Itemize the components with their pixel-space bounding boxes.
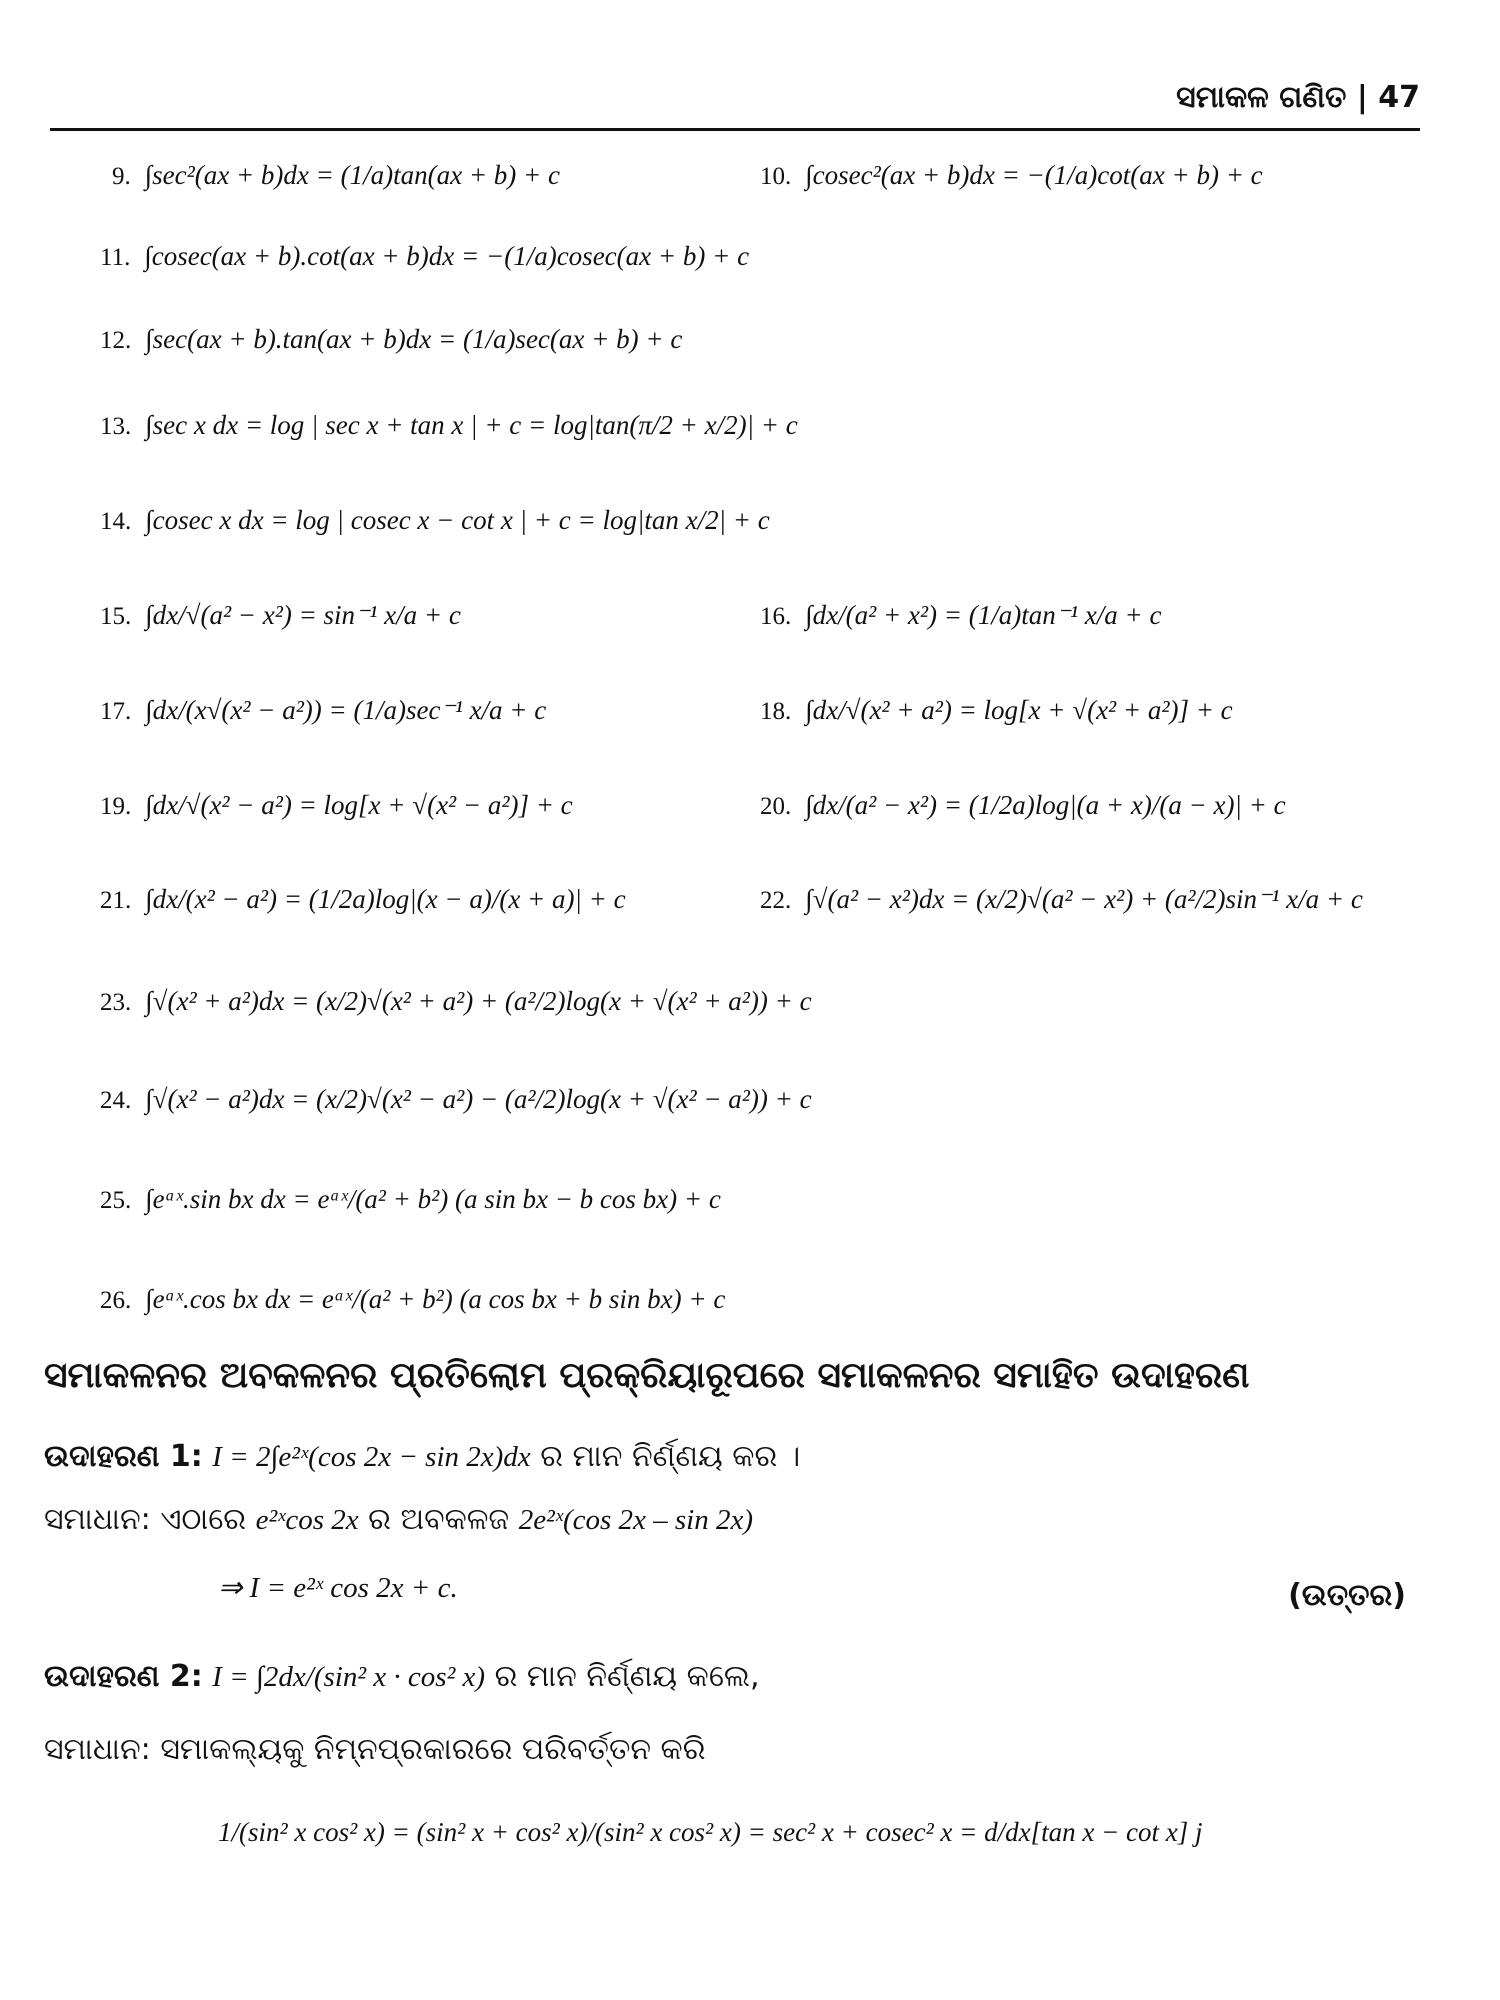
- header-title: ସମାକଳ ଗଣିତ | 47: [1176, 80, 1420, 115]
- example-suffix: ର ମାନ ନିର୍ଣ୍ଣୟ କଲେ,: [494, 1659, 760, 1694]
- formula-number: 14.: [100, 508, 132, 535]
- formula-18: [760, 697, 1233, 724]
- formula-expression: ∫cosec x dx = log | cosec x − cot x | + c = log|tan x/2| + c: [145, 505, 770, 535]
- formula-23: [100, 988, 812, 1015]
- formula-number: 12.: [100, 327, 132, 354]
- formula-number: 19.: [100, 793, 132, 820]
- solution-expression: e²ˣcos 2x: [255, 1504, 359, 1536]
- formula-expression: ∫cosec²(ax + b)dx = −(1/a)cot(ax + b) + c: [805, 160, 1263, 190]
- formula-24: [100, 1086, 812, 1113]
- formula-expression: ∫eᵃˣ.sin bx dx = eᵃˣ/(a² + b²) (a sin bx − b cos bx) + c: [145, 1184, 721, 1214]
- formula-26: [100, 1286, 725, 1313]
- example-2-final-expression: [218, 1815, 1203, 1848]
- example-1-statement: [44, 1440, 800, 1474]
- formula-10: [760, 162, 1263, 189]
- formula-number: 18.: [760, 698, 792, 725]
- solution-expression: 2e²ˣ(cos 2x – sin 2x): [518, 1504, 753, 1536]
- formula-12: [100, 326, 682, 353]
- formula-expression: ∫sec²(ax + b)dx = (1/a)tan(ax + b) + c: [144, 160, 560, 190]
- formula-number: 16.: [760, 603, 792, 630]
- example-expression: I = 2∫e²ˣ(cos 2x − sin 2x)dx: [212, 1441, 531, 1473]
- formula-number: 22.: [760, 887, 792, 914]
- formula-expression: ∫dx/(a² + x²) = (1/a)tan⁻¹ x/a + c: [805, 600, 1162, 630]
- formula-expression: ∫eᵃˣ.cos bx dx = eᵃˣ/(a² + b²) (a cos bx + b sin bx) + c: [145, 1284, 726, 1314]
- formula-number: 23.: [100, 989, 132, 1016]
- formula-number: 15.: [100, 603, 132, 630]
- example-suffix: ର ମାନ ନିର୍ଣ୍ଣୟ କର ।: [540, 1439, 801, 1474]
- formula-25: [100, 1186, 721, 1213]
- formula-16: [760, 602, 1162, 629]
- formula-expression: ∫cosec(ax + b).cot(ax + b)dx = −(1/a)cosec(ax + b) + c: [144, 241, 750, 271]
- formula-number: 21.: [100, 887, 132, 914]
- formula-20: [760, 792, 1286, 819]
- formula-19: [100, 792, 573, 819]
- formula-expression: ∫dx/√(x² − a²) = log[x + √(x² − a²)] + c: [145, 790, 573, 820]
- formula-expression: ∫dx/√(a² − x²) = sin⁻¹ x/a + c: [145, 600, 461, 630]
- final-expression: 1/(sin² x cos² x) = (sin² x + cos² x)/(sin² x cos² x) = sec² x + cosec² x = d/dx[tan x − cot x] j: [218, 1817, 1203, 1847]
- solution-text: ଏଠାରେ: [160, 1502, 247, 1537]
- solution-text: ର ଅବକଳଜ: [368, 1502, 510, 1537]
- formula-number: 13.: [100, 413, 132, 440]
- solution-label: ସମାଧାନ:: [44, 1732, 151, 1767]
- formula-9: [112, 162, 560, 189]
- formula-expression: ∫dx/√(x² + a²) = log[x + √(x² + a²)] + c: [805, 695, 1233, 725]
- formula-number: 10.: [760, 163, 792, 190]
- formula-expression: ∫dx/(x√(x² − a²)) = (1/a)sec⁻¹ x/a + c: [145, 695, 547, 725]
- formula-21: [100, 886, 626, 913]
- example-1-result: [218, 1571, 458, 1605]
- result-expression: ⇒ I = e²ˣ cos 2x + c.: [218, 1572, 458, 1604]
- section-heading: ସମାକଳନର ଅବକଳନର ପ୍ରତିଲୋମ ପ୍ରକ୍ରିୟାରୂପରେ ସମାକଳନର ସମାହିତ ଉଦାହରଣ: [44, 1355, 1250, 1396]
- formula-22: [760, 886, 1363, 913]
- formula-14: [100, 507, 770, 534]
- solution-label: ସମାଧାନ:: [44, 1502, 151, 1537]
- formula-number: 11.: [100, 244, 131, 271]
- answer-tag: (ଉତ୍ତର): [1288, 1578, 1406, 1613]
- formula-number: 20.: [760, 793, 792, 820]
- formula-expression: ∫√(a² − x²)dx = (x/2)√(a² − x²) + (a²/2)sin⁻¹ x/a + c: [805, 884, 1363, 914]
- formula-expression: ∫dx/(a² − x²) = (1/2a)log|(a + x)/(a − x)| + c: [805, 790, 1286, 820]
- formula-number: 24.: [100, 1087, 132, 1114]
- formula-number: 25.: [100, 1187, 132, 1214]
- formula-17: [100, 697, 546, 724]
- page-header: [50, 78, 1420, 131]
- formula-13: [100, 412, 798, 439]
- example-2-solution: [44, 1733, 705, 1766]
- formula-number: 26.: [100, 1287, 132, 1314]
- formula-expression: ∫sec x dx = log | sec x + tan x | + c = log|tan(π/2 + x/2)| + c: [145, 410, 798, 440]
- formula-number: 9.: [112, 163, 131, 190]
- solution-text: ସମାକଲ୍ୟକୁ ନିମ୍ନପ୍ରକାରରେ ପରିବର୍ତ୍ତନ କରି: [160, 1732, 706, 1767]
- example-label: ଉଦାହରଣ 2:: [44, 1659, 203, 1694]
- formula-expression: ∫√(x² + a²)dx = (x/2)√(x² + a²) + (a²/2)log(x + √(x² + a²)) + c: [145, 986, 812, 1016]
- formula-15: [100, 602, 461, 629]
- formula-expression: ∫sec(ax + b).tan(ax + b)dx = (1/a)sec(ax + b) + c: [145, 324, 683, 354]
- example-label: ଉଦାହରଣ 1:: [44, 1439, 203, 1474]
- example-2-statement: [44, 1660, 760, 1694]
- formula-expression: ∫dx/(x² − a²) = (1/2a)log|(x − a)/(x + a)| + c: [145, 884, 626, 914]
- formula-11: [100, 243, 749, 270]
- formula-expression: ∫√(x² − a²)dx = (x/2)√(x² − a²) − (a²/2)log(x + √(x² − a²)) + c: [145, 1084, 812, 1114]
- example-expression: I = ∫2dx/(sin² x · cos² x): [212, 1661, 486, 1693]
- formula-number: 17.: [100, 698, 132, 725]
- example-1-solution: [44, 1503, 753, 1537]
